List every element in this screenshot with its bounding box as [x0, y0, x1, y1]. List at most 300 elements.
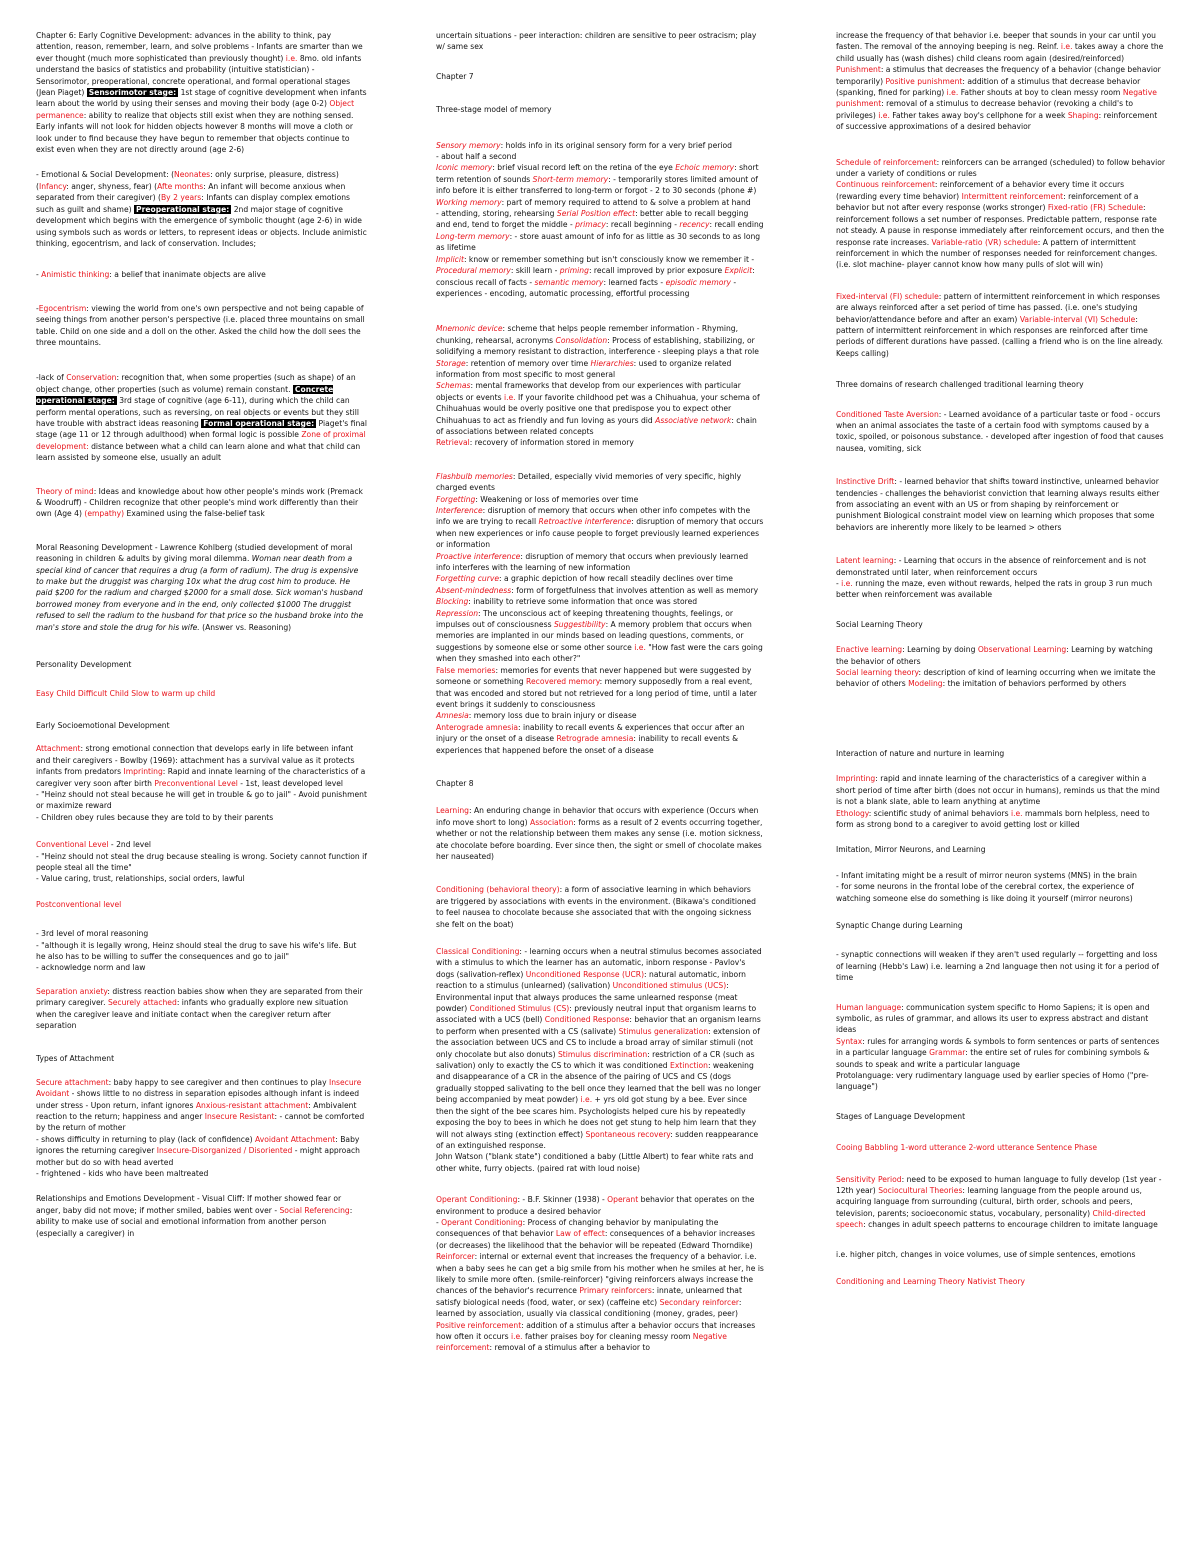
highlighted-term: Conditioned Response — [544, 1015, 630, 1025]
note-paragraph — [436, 946, 764, 1174]
highlighted-term: i.e. — [1060, 42, 1073, 52]
note-text: : internal or external event that increases the frequency of a behavior. i.e. when a baby sees he can get a big smile from his mother when he smiles at her, he is likely to smile more often. (smile-reinforcer) "giving reinforcers always increase the chances of the behavior's recurrence — [436, 1252, 764, 1296]
note-text: : consequences of a behavior increases (or decreases) the likelihood that the behavior will be repeated (Edward Thorndike) — [436, 1229, 755, 1250]
note-paragraph — [436, 71, 764, 82]
highlighted-term: Zone of proximal development: — [36, 430, 366, 451]
note-text: : inability to recall events & experiences that occur after an injury or the onset of a disease — [436, 722, 745, 744]
note-paragraph — [836, 476, 1166, 533]
highlighted-term: Punishment — [836, 65, 881, 75]
highlighted-term: Social Referencing — [279, 1205, 350, 1215]
note-text: increase the frequency of that behavior i.e. beeper that sounds in your car until you fasten. The removal of the annoying beeping is neg. Reinf. — [836, 31, 1156, 52]
highlighted-term: Grammar — [929, 1048, 966, 1058]
highlighted-term: Conventional Level — [36, 840, 109, 850]
highlighted-term: Stimulus generalization — [618, 1026, 709, 1036]
note-text: : a belief that inanimate objects are alive — [109, 270, 266, 280]
highlighted-term: Procedural memory — [436, 266, 511, 276]
note-paragraph — [36, 928, 368, 974]
note-paragraph — [36, 688, 368, 699]
note-text: + yrs old got stung by a bee. Ever since then the sight of the bee scares him. Psychologists helped cure his by repeatedly exposing the boy to bees in which he does not get stung to help him learn that they will not always sting (extinction effect) — [436, 1095, 757, 1139]
highlighted-term: Human language — [836, 1002, 902, 1012]
note-paragraph — [36, 372, 368, 463]
note-text: : learning language from the people around us, acquiring language from surrounding (cultural, birth order, schools and peers, television, parents; socioeconomic status, vocabulary, personality) — [836, 1186, 1142, 1218]
note-paragraph — [436, 104, 764, 115]
highlighted-term: Classical Conditioning — [436, 947, 520, 956]
highlighted-term: Ethology — [836, 808, 869, 818]
highlighted-term: i.e. — [946, 88, 959, 98]
note-text: : A pattern of intermittent reinforcement in which the number of responses needed for reinforcement changes. (i.e. slot machine- player cannot know how many pulls of slot will win) — [836, 237, 1158, 270]
note-paragraph — [36, 269, 368, 280]
note-paragraph — [836, 1174, 1166, 1231]
note-text: : short term retention of sounds — [436, 163, 759, 184]
note-paragraph — [436, 884, 764, 930]
note-paragraph — [836, 870, 1166, 904]
highlighted-term: Long-term memory — [436, 231, 510, 241]
highlighted-term: Consolidation — [555, 335, 608, 345]
note-text: Early Socioemotional Development — [36, 720, 170, 730]
note-text: : ability to realize that objects still exist when they are nothing sensed. Early infants will not look for hidden objects however 8 months will move a cloth or look under to find because they have begun to remember that objects continue to exist even when they are not directly around (age 2-6) — [36, 110, 354, 155]
note-text: : extension of the association between UCS and CS to include a broad array of similar stimuli (not only chocolate but also donuts) — [436, 1026, 760, 1059]
highlighted-term: recency — [679, 220, 710, 230]
note-text: 3rd stage of cognitive (age 6-11), during which the child can perform mental operations, such as reversing, on real objects or events but they still have trouble with abstract ideas reasoning — [36, 396, 359, 428]
note-text: : reinforcement follows a set number of responses. Predictable pattern, response rate not steady. A pause in response immediately after reinforcement occurs, and then the response rate increases. — [836, 203, 1165, 247]
note-text: : - learned behavior that shifts toward instinctive, unlearned behavior tendencies - challenges the behaviorist conviction that learning always results either from associating an event with an US or from shaping by reinforcement or punishment Biological constraint model view on learning which proposes that some behaviors are inherently more likely to be learned > others — [836, 477, 1160, 532]
highlighted-term: False memories — [436, 665, 496, 675]
note-text: - shows little to no distress in separation episodes although infant is indeed under stress - Upon return, infant ignores — [36, 1089, 360, 1110]
note-paragraph — [36, 986, 368, 1032]
note-paragraph — [36, 542, 368, 633]
note-text: - might approach mother but do so with head averted - frightened - kids who have been maltreated — [36, 1146, 360, 1179]
note-text: : a form of associative learning in which behaviors are triggered by associations with events in the environment. (Bikawa's conditioned to feel nausea to chocolate because she associated that with the ongoing sickness she felt on the boat) — [436, 885, 756, 929]
note-text: : Ideas and knowledge about how other people's minds work (Premack & Woodruff) - Children recognize that other people's mind work differently than their own (Age 4) — [36, 486, 363, 519]
highlighted-term: Hierarchies — [590, 358, 634, 368]
highlighted-term: Fixed-interval (FI) schedule — [836, 291, 939, 301]
column-left — [36, 30, 368, 1239]
highlighted-term: Retroactive interference — [538, 517, 632, 527]
note-text: : inability to recall events & experiences that happened before the onset of a disease — [436, 734, 739, 755]
highlighted-term: Operant Conditioning — [436, 1195, 518, 1205]
highlighted-term: Securely attached — [107, 998, 177, 1008]
note-text: : Infants can display complex emotions such as guilt and shame) — [36, 193, 350, 214]
note-text: : holds info in its original sensory form for a very brief period - about half a second — [436, 140, 732, 162]
highlighted-term: Shaping — [1067, 110, 1099, 120]
highlighted-term: Animistic thinking — [41, 270, 110, 280]
note-paragraph — [36, 1053, 368, 1064]
note-text: : form of forgetfulness that involves attention as well as memory — [511, 585, 759, 595]
note-text: : better able to recall begging and end, tend to forget the middle - — [436, 209, 749, 230]
note-text: : recall beginning - — [605, 220, 680, 230]
note-text: takes away a chore the child usually has (wash dishes) child cleans room again (desired/reinforced) — [836, 42, 1164, 63]
highlighted-term: Forgetting curve — [436, 574, 500, 584]
highlighted-term: i.e. — [503, 392, 516, 402]
note-text: : - store auast amount of info for as little as 30 seconds to as long as lifetime — [436, 231, 761, 253]
highlighted-term: Formal operational stage: — [203, 418, 315, 428]
highlighted-term: Amnesia — [436, 711, 469, 721]
highlighted-term: Concrete operational stage: — [36, 384, 334, 406]
highlighted-term: Flashbulb memories — [436, 471, 513, 481]
note-paragraph — [836, 157, 1166, 271]
column-right — [836, 30, 1166, 1287]
note-text: : removal of a stimulus to decrease behavior (revoking a child's to privileges) — [836, 99, 1134, 120]
note-text: - 1st, least developed level - "Heinz should not steal because he will get in trouble & go to jail" - Avoid punishment or maximize reward - Children obey rules because they are told to by their parents — [36, 778, 367, 822]
note-paragraph — [836, 619, 1166, 630]
highlighted-term: Observational Learning — [977, 645, 1067, 655]
note-text: : part of memory required to attend to & solve a problem at hand - attending, storing, rehearsing — [436, 197, 751, 219]
highlighted-term: Law of effect — [555, 1229, 605, 1239]
note-text: : Detailed, especially vivid memories of very specific, highly charged events — [436, 471, 742, 493]
note-text: Imitation, Mirror Neurons, and Learning — [836, 845, 986, 855]
note-text: If your favorite childhood pet was a Chihuahua, your schema of Chihuahuas would be overly positive one that predispose you to expect other Chihuahuas to act as friendly and fun loving as yours did — [436, 392, 760, 425]
highlighted-term: i.e. — [1010, 808, 1023, 818]
note-text: : previously neutral input that organism learns to associated with a UCS (bell) — [436, 1004, 757, 1025]
highlighted-term: Retrograde amnesia — [556, 734, 634, 744]
note-paragraph — [36, 30, 368, 155]
highlighted-term: Anterograde amnesia — [436, 722, 519, 732]
highlighted-term: Iconic memory — [436, 163, 493, 173]
note-paragraph — [36, 169, 368, 249]
note-text: Three domains of research challenged traditional learning theory — [836, 380, 1084, 390]
note-text: : memory supposedly from a real event, that was encoded and stored but not retrieved for a long period of time, until a later event brings it suddenly to consciousness — [436, 677, 757, 709]
highlighted-term: Suggestibility — [553, 620, 606, 630]
highlighted-term: Secure attachment — [36, 1077, 109, 1087]
highlighted-term: Associative network — [655, 415, 732, 425]
note-text: 2nd major stage of cognitive development which begins with the emergence of symbolic thought (age 2-6) in wide using symbols such as words or letters, to represent ideas or objects. Include animistic thinking, egocentrism, and lack of conservation. Includes; — [36, 204, 367, 248]
note-text: Relationships and Emotions Development - Visual Cliff: If mother showed fear or anger, baby did not move; if mother smiled, babies went over - — [36, 1194, 342, 1215]
note-paragraph — [836, 644, 1166, 690]
note-paragraph — [36, 659, 368, 670]
note-text: : retention of memory over time — [465, 358, 591, 368]
note-text: : innate, unlearned that satisfy biological needs (food, water, or sex) (caffeine etc) — [436, 1286, 742, 1307]
note-text: : the entire set of rules for combining symbols & sounds to speak and write a particular language Protolanguage: very rudimentary language used by earlier species of Homo ("pre-language") — [836, 1048, 1150, 1092]
highlighted-term: Positive reinforcement — [436, 1320, 522, 1330]
note-paragraph — [36, 303, 368, 349]
note-text: : Rapid and innate learning of the characteristics of a caregiver very soon after birth — [36, 767, 366, 788]
highlighted-term: Interference — [436, 506, 483, 515]
note-paragraph — [836, 773, 1166, 830]
note-text: 8mo. old infants understand the basics of statistics and probability (intuitive statistician) - Sensorimotor, preoperational, concrete operational, and formal operational stages (Jean Piaget) — [36, 53, 362, 98]
note-text: : anger, shyness, fear) ( — [66, 181, 158, 191]
note-paragraph — [836, 1249, 1166, 1260]
note-text: : disruption of memory that occurs when previously learned info interferes with the learning of new information — [436, 551, 749, 573]
note-text: i.e. higher pitch, changes in voice volumes, use of simple sentences, emotions — [836, 1249, 1136, 1259]
highlighted-term: Insecure Avoidant — [36, 1077, 362, 1099]
highlighted-term: Anxious-resistant attachment — [195, 1100, 309, 1110]
highlighted-term: Operant — [607, 1195, 639, 1205]
note-text: Chapter 7 — [436, 71, 474, 81]
highlighted-term: Conditioned Stimulus (CS) — [469, 1004, 570, 1014]
highlighted-term: Afte months — [157, 181, 204, 191]
note-paragraph — [36, 486, 368, 520]
note-text: : addition of a stimulus that decrease behavior (spanking, fined for parking) — [836, 76, 1141, 98]
highlighted-term: Intermittent reinforcement — [961, 191, 1064, 201]
highlighted-term: Instinctive Drift — [836, 477, 895, 487]
highlighted-term: Sociocultural Theories — [878, 1186, 963, 1196]
highlighted-term: semantic memory — [534, 277, 604, 287]
note-text: : pattern of intermittent reinforcement in which responses are always reinforced after a set period of time has passed. (i.e. one's studying behavior/attendance before and after an exam) — [836, 291, 1160, 324]
note-text: : learned facts - — [603, 277, 666, 287]
note-text: : addition of a stimulus after a behavior occurs that increases how often it occurs — [436, 1320, 756, 1341]
note-text: : reinforcement of a behavior but not after every response (works stronger) — [836, 191, 1139, 213]
highlighted-term: i.e. — [285, 53, 298, 63]
column-middle — [436, 30, 764, 1354]
note-text: Piaget's final stage (age 11 or 12 through adulthood) when formal logic is possible — [36, 418, 368, 440]
note-text: : viewing the world from one's own perspective and not being capable of seeing things from another person's perspective (i.e. placed three mountains on small table. Child on one side and a doll on the other. Asked the child how the doll sees the three mountains. — [36, 303, 365, 347]
highlighted-term: Schedule of reinforcement — [836, 157, 937, 167]
note-text: : scheme that helps people remember information - Rhyming, chunking, rehearsal, acronyms — [436, 324, 739, 345]
highlighted-term: Working memory — [436, 197, 502, 207]
note-text: : mental frameworks that develop from our experiences with particular objects or events — [436, 381, 741, 402]
highlighted-term: Conservation — [66, 373, 117, 383]
highlighted-term: Woman near death from a special kind of cancer that requires a drug (a form of radium). The drug is expensive to make but the druggist was charging 10x what the drug cost him to produce. He paid $200 for the radium and charged $2000 for a small dose. Sick woman's husband borrowed money from everyone and in the end, only collected $1000 The druggist refused to sell the radium to the husband for that price so the husband broke into the man's store and stole the drug for his wife. — [36, 554, 364, 632]
note-text: : inability to retrieve some information that once was stored — [468, 597, 698, 607]
note-paragraph — [836, 30, 1166, 133]
note-paragraph — [36, 743, 368, 823]
note-text: : description of kind of learning occurring when we imitate the behavior of others — [836, 668, 1156, 689]
highlighted-term: episodic memory — [665, 277, 732, 287]
note-text: - Infant imitating might be a result of mirror neuron systems (MNS) in the brain - for some neurons in the frontal lobe of the cerebral cortex, the experience of watching someone else do something is like doing it yourself (mirror neurons) — [836, 870, 1137, 903]
note-text: : The unconscious act of keeping threatening thoughts, feelings, or impulses out of consciousness — [436, 608, 734, 630]
note-text: : Weakening or loss of memories over time — [475, 494, 639, 504]
highlighted-term: Insecure-Disorganized / Disoriented — [156, 1146, 293, 1156]
note-text: - Emotional & Social Development: ( — [36, 170, 175, 180]
highlighted-term: Primary reinforcers — [579, 1286, 652, 1296]
note-text: Stages of Language Development — [836, 1111, 966, 1121]
note-paragraph — [36, 899, 368, 910]
highlighted-term: Egocentrism — [38, 303, 87, 313]
note-text: : learned by association, usually via classical conditioning (money, grades, peer) — [436, 1297, 742, 1319]
note-text: : ability to make use of social and emotional information from another person (especially a caregiver) in — [36, 1205, 353, 1238]
highlighted-term: Latent learning — [836, 556, 894, 566]
note-text: : Baby ignores the returning caregiver — [36, 1134, 360, 1156]
highlighted-term: Variable-interval (VI) Schedule — [1019, 314, 1136, 324]
note-text: Synaptic Change during Learning — [836, 920, 963, 930]
note-text: : Learning by doing — [902, 645, 978, 655]
note-text: - synaptic connections will weaken if they aren't used regularly -- forgetting and loss of learning (Hebb's Law) i.e. learning a 2nd language then not using it for a period of time — [836, 950, 1159, 983]
note-text: Personality Development — [36, 660, 132, 670]
note-text: : - Learning that occurs in the absence of reinforcement and is not demonstrated until later, when reinforcement occurs - — [836, 556, 1147, 589]
note-text: : removal of a stimulus after a behavior to — [489, 1343, 651, 1353]
note-text: Interaction of nature and nurture in learning — [836, 748, 1005, 758]
note-text: Examined using the false-belief task — [124, 509, 265, 519]
note-text: distance between what a child can learn alone and what that child can learn assisted by someone else, usually an adult — [36, 441, 361, 463]
note-paragraph — [836, 920, 1166, 931]
note-paragraph — [436, 471, 764, 756]
note-text: : Ambivalent reaction to the return; happiness and anger — [36, 1100, 357, 1122]
highlighted-term: Implicit — [436, 254, 464, 264]
highlighted-term: Imprinting — [836, 774, 876, 784]
note-text: : An infant will become anxious when separated from their caregiver) ( — [36, 181, 346, 203]
note-text: : reinforcement of a behavior every time it occurs (rewarding every time behavior) — [836, 180, 1125, 201]
highlighted-term: Variable-ratio (VR) schedule — [931, 237, 1038, 247]
highlighted-term: Preconventional Level — [154, 778, 238, 788]
note-text: : rules for arranging words & symbols to form sentences or parts of sentences in a particular language — [836, 1036, 1160, 1058]
highlighted-term: Association — [530, 817, 574, 827]
highlighted-term: Proactive interference — [436, 551, 521, 561]
note-text: : recall improved by prior exposure — [588, 266, 725, 276]
note-text: Father takes away boy's cellphone for a week — [889, 110, 1068, 120]
highlighted-term: Fixed-ratio (FR) Schedule — [1047, 203, 1144, 213]
note-paragraph — [836, 949, 1166, 983]
note-text: : memories for events that never happened but were suggested by someone or something — [436, 665, 752, 687]
note-text: : forms as a result of 2 events occurring together, whether or not the relationship between them makes any sense (i.e. motion sickness, ate chocolate before boarding. Ever since then, the sight or smell of chocolate makes her nauseated) — [436, 817, 763, 861]
note-text: behavior that operates on the environment to produce a desired behavior - — [436, 1195, 755, 1227]
note-text: : natural automatic, inborn reaction to a stimulus (unlearned) (salivation) — [436, 969, 746, 991]
highlighted-term: i.e. — [634, 642, 646, 652]
note-text: : Process of changing behavior by manipulating the consequences of that behavior — [436, 1217, 719, 1239]
highlighted-term: Explicit — [724, 266, 753, 276]
note-paragraph — [836, 379, 1166, 390]
note-paragraph — [436, 778, 764, 789]
note-paragraph — [836, 1002, 1166, 1093]
note-text: : rapid and innate learning of the characteristics of a caregiver within a short period of time after birth (does not occur in humans), reminds us that the mind is not a blank slate, able to learn anything at anytime — [836, 774, 1160, 807]
note-paragraph — [436, 323, 764, 448]
note-text: Moral Reasoning Development - Lawrence Kohlberg (studied development of moral reasoning in children & adults by giving moral dilemma. — [36, 542, 353, 564]
highlighted-term: By 2 years — [160, 193, 202, 203]
highlighted-term: Echoic memory — [675, 163, 735, 173]
note-text: : - B.F. Skinner (1938) - — [517, 1195, 608, 1205]
note-paragraph — [436, 30, 764, 53]
note-paragraph — [836, 844, 1166, 855]
note-paragraph — [836, 555, 1166, 601]
note-text: : changes in adult speech patterns to encourage children to imitate language — [863, 1220, 1158, 1230]
highlighted-term: i.e. — [510, 1332, 523, 1341]
note-text: : distress reaction babies show when they are separated from their primary caregiver. — [36, 986, 363, 1008]
note-text: - 3rd level of moral reasoning - "although it is legally wrong, Heinz should steal the drug to save his wife's life. But he also has to be willing to suffer the consequences and go to jail" - acknowledge norm and law — [36, 929, 357, 973]
note-text: : a graphic depiction of how recall steadily declines over time — [499, 574, 733, 584]
highlighted-term: Conditioned Taste Aversion — [836, 409, 939, 419]
highlighted-term: Storage — [436, 358, 466, 368]
highlighted-term: Insecure Resistant — [204, 1112, 275, 1122]
note-paragraph — [836, 291, 1166, 359]
highlighted-term: Modeling — [908, 679, 943, 689]
note-text: : reinforcers can be arranged (scheduled) to follow behavior under a variety of conditions or rules — [836, 157, 1165, 179]
highlighted-term: Avoidant Attachment — [255, 1134, 336, 1144]
highlighted-term: Absent-mindedness — [436, 585, 512, 595]
highlighted-term: Stimulus discrimination — [557, 1049, 648, 1059]
highlighted-term: Conditioning and Learning Theory Nativist Theory — [836, 1277, 1026, 1287]
highlighted-term: Object permanence — [36, 99, 355, 120]
note-paragraph — [436, 1194, 764, 1354]
note-text: Father shouts at boy to clean messy room — [958, 88, 1123, 98]
highlighted-term: Cooing Babbling 1-word utterance 2-word utterance Sentence Phase — [836, 1143, 1098, 1153]
highlighted-term: Repression — [436, 608, 479, 618]
highlighted-term: Easy Child Difficult Child Slow to warm up child — [36, 689, 216, 699]
highlighted-term: Attachment — [36, 744, 81, 754]
note-text: : - cannot be comforted by the return of mother - shows difficulty in returning to play (lack of confidence) — [36, 1112, 365, 1144]
highlighted-term: primacy — [575, 220, 606, 230]
note-paragraph — [36, 1077, 368, 1180]
note-paragraph — [36, 720, 368, 731]
note-text: Types of Attachment — [36, 1054, 115, 1064]
note-text: : know or remember something but isn't consciously know we remember it - — [463, 254, 755, 264]
highlighted-term: Theory of mind — [36, 486, 94, 496]
note-text: : - temporarily stores limited amount of info before it is either transferred to long-term or forgot - 2 to 30 seconds (phone #) — [436, 174, 758, 196]
highlighted-term: Serial Position effect — [556, 209, 636, 219]
note-text: Three-stage model of memory — [436, 105, 552, 115]
note-text: (Answer vs. Reasoning) — [199, 622, 292, 632]
highlighted-term: Social learning theory — [836, 668, 919, 678]
note-text: : used to organize related information from most specific to most general — [436, 358, 732, 379]
note-paragraph — [836, 1142, 1166, 1153]
highlighted-term: Mnemonic device — [436, 324, 503, 334]
note-text: : need to be exposed to human language to fully develop (1st year - 12th year) — [836, 1174, 1162, 1196]
note-paragraph — [436, 805, 764, 862]
note-text: mammals born helpless, need to form as strong bond to a caregiver to avoid getting lost or killed — [836, 808, 1150, 829]
note-text: Chapter 8 — [436, 778, 474, 788]
note-text: : Learning by watching the behavior of others — [836, 645, 1153, 666]
note-text: : sudden reappearance of an extinguished response. John Watson ("blank state") conditioned a baby (Little Albert) to fear white rats and other white, furry objects. (paired rat with loud noise) — [436, 1129, 759, 1173]
note-text: : brief visual record left on the retina of the eye — [492, 163, 676, 173]
note-text: Chapter 6: Early Cognitive Development: advances in the ability to think, pay attention, reason, remember, learn, and solve problems - Infants are smarter than we ever thought (much more sophisticated than previously thought) — [36, 31, 363, 63]
highlighted-term: i.e. — [580, 1095, 593, 1105]
note-text: : disruption of memory that occurs when other info competes with the info we are trying to recall — [436, 506, 751, 527]
note-text: - experiences - encoding, automatic processing, effortful processing — [436, 277, 737, 298]
note-text: Social Learning Theory — [836, 619, 923, 629]
note-text: : memory loss due to brain injury or disease — [468, 711, 637, 721]
highlighted-term: Short-term memory — [532, 174, 609, 184]
highlighted-term: i.e. — [841, 579, 853, 589]
note-paragraph — [836, 1111, 1166, 1122]
highlighted-term: Schemas — [436, 381, 471, 391]
note-text: : recognition that, when some properties (such as shape) of an object change, other properties (such as volume) remain constant. — [36, 373, 356, 394]
note-paragraph — [836, 748, 1166, 759]
highlighted-term: Forgetting — [436, 494, 476, 504]
note-text: : skill learn - — [510, 266, 560, 276]
highlighted-term: Conditioning (behavioral theory) — [436, 885, 560, 895]
note-text: : restriction of a CR (such as salivation) only to exactly the CS to which it was conditioned — [436, 1049, 755, 1071]
highlighted-term: Recovered memory — [526, 677, 600, 687]
highlighted-term: Neonates — [174, 170, 211, 180]
note-text: - 2nd level - "Heinz should not steal the drug because stealing is wrong. Society cannot function if people steal all the time" - Value caring, trust, relationships, social orders, lawful — [36, 840, 367, 884]
highlighted-term: Sensorimotor stage: — [88, 88, 177, 98]
note-text: - — [36, 270, 42, 280]
note-text: : A memory problem that occurs when memories are implanted in our minds based on leading questions, comments, or suggestions by someone else or some other source — [436, 620, 752, 652]
note-text: : reinforcement of successive approximations of a desired behavior — [836, 110, 1158, 132]
note-text: : - learning occurs when a neutral stimulus becomes associated with a stimulus to which the learner has an automatic, inborn response - Pavlov's dogs (salivation-reflex) — [436, 947, 762, 979]
note-text: : Process of establishing, stabilizing, or solidifying a memory resistant to distraction, interference - sleeping plays a that role — [436, 335, 759, 357]
note-paragraph — [36, 1193, 368, 1239]
highlighted-term: Spontaneous recovery — [585, 1129, 671, 1139]
note-text: uncertain situations - peer interaction: children are sensitive to peer ostracism; play w/ same sex — [436, 31, 757, 52]
note-text: -lack of — [36, 373, 67, 383]
note-text: : pattern of intermittent reinforcement in which responses are reinforced after time periods of different durations have passed. (calling a friend who is on the line already. Keeps calling) — [836, 314, 1164, 358]
note-text: : baby happy to see caregiver and then continues to play — [108, 1077, 329, 1087]
highlighted-term: Continuous reinforcement — [836, 180, 935, 190]
note-text: : weakening and disappearance of a CR in the absence of the pairing of UCS and CS (dogs gradually stopped salivating to the bell once they learned that the bell was no longer being accompanied by meat powder) — [436, 1061, 761, 1105]
highlighted-term: Sensitivity Period — [836, 1174, 902, 1184]
highlighted-term: Enactive learning — [836, 645, 903, 655]
highlighted-term: Imprinting — [123, 767, 163, 777]
note-text: : chain of associations between related concepts — [436, 415, 757, 436]
highlighted-term: Sensory memory — [436, 140, 501, 150]
highlighted-term: Extinction — [670, 1061, 708, 1071]
note-text: : conscious recall of facts - — [436, 266, 755, 287]
note-text: : An enduring change in behavior that occurs with experience (Occurs when info move short to long) — [436, 806, 759, 827]
note-text: : behavior that an organism learns to perform when presented with a CS (salivate) — [436, 1015, 761, 1036]
note-paragraph — [436, 140, 764, 300]
highlighted-term: priming — [559, 266, 589, 276]
highlighted-term: Unconditioned stimulus (UCS) — [612, 981, 727, 991]
highlighted-term: Child-directed speech — [836, 1208, 1146, 1230]
note-paragraph — [836, 1276, 1166, 1287]
note-text: : recovery of information stored in memory — [469, 438, 634, 448]
highlighted-term: Secondary reinforcer — [659, 1297, 739, 1307]
note-text: father praises boy for cleaning messy room — [522, 1332, 693, 1341]
highlighted-term: Reinforcer — [436, 1252, 475, 1262]
note-paragraph — [36, 839, 368, 885]
highlighted-term: Separation anxiety — [36, 986, 108, 996]
note-text: running the maze, even without rewards, helped the rats in group 3 run much better when reinforcement was available — [836, 579, 1153, 600]
highlighted-term: Unconditioned Response (UCR) — [525, 969, 645, 979]
